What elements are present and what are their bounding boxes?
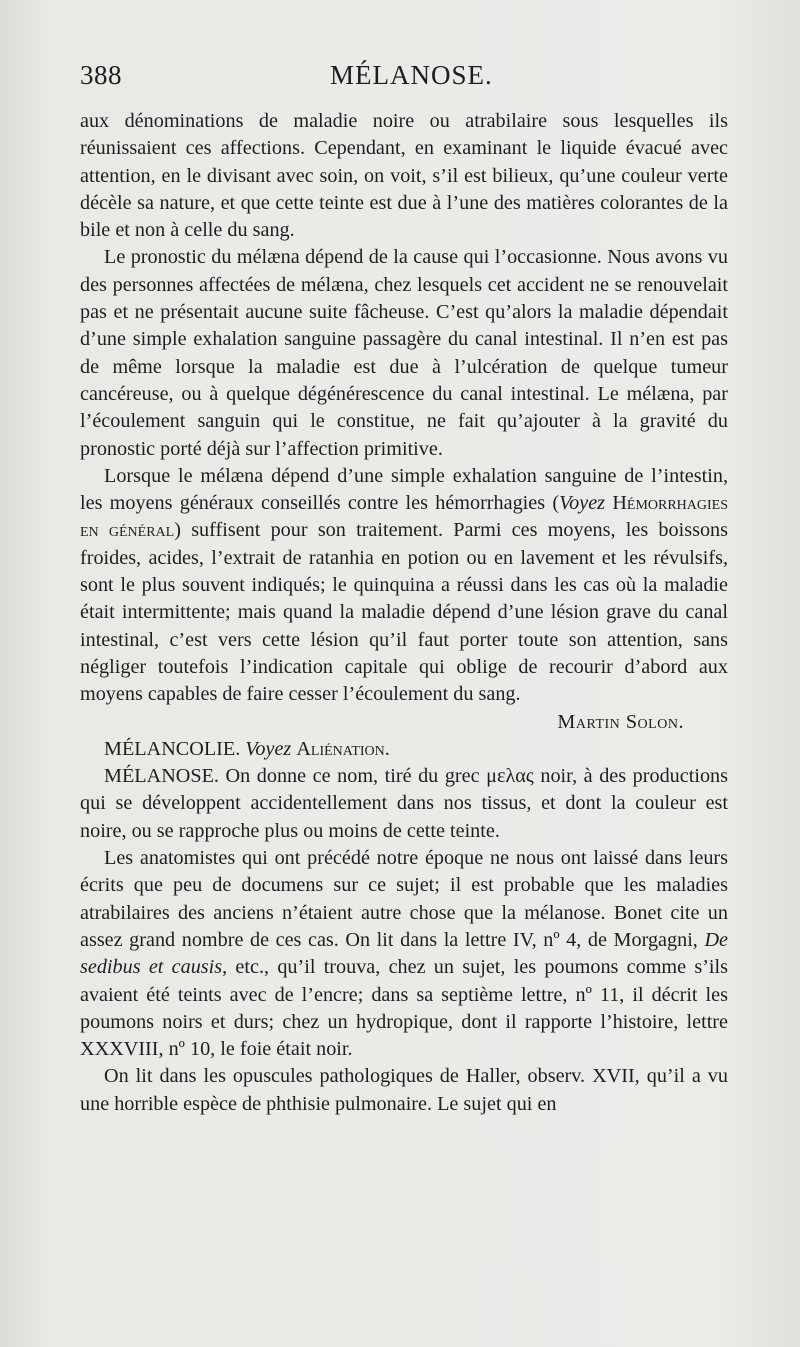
melanose-text-start: On donne ce nom, tiré du grec — [218, 765, 487, 788]
page-header — [80, 60, 728, 108]
paragraph-traitement — [80, 463, 728, 709]
anatomistes-text-start: Les anatomistes qui ont précédé notre époque ne nous ont laissé dans leurs écrits que peu de documens sur ce sujet; il est probable que les maladies atrabilaires des anciens n’étaient autre chose que la mélanose. Bonet cite un assez grand nombre de ces cas. On lit dans la lettre IV, nº 4, de Morgagni, — [80, 847, 728, 951]
anatomistes-text-end: , etc., qu’il trouva, chez un sujet, les poumons comme s’ils avaient été teints avec de l’encre; dans sa septième lettre, nº 11, il décrit les poumons noirs et durs; chez un hydropique, dont il rapporte l’histoire, lettre XXXVIII, nº 10, le foie était noir. — [80, 956, 728, 1061]
voyez-label-melancolie: Voyez — [245, 737, 292, 760]
paragraph-pronostic: Le pronostic du mélæna dépend de la cause qui l’occasionne. Nous avons vu des personnes affectées de mélæna, chez lesquels cet accident ne se renouvelait pas et ne présentait aucune suite fâcheuse. C’est qu’alors la maladie dépendait d’une simple exhalation sanguine passagère du canal intestinal. Il n’en est pas de même lorsque la maladie est due à l’ulcération de quelque tumeur cancéreuse, ou à quelque dégénérescence du canal intestinal. Le mélæna, par l’écoulement sanguin qui le constitue, ne fait qu’ajouter à la gravité du pronostic porté déjà sur l’affection primitive. — [80, 246, 728, 460]
greek-word: μελας — [486, 765, 534, 788]
voyez-label: Voyez — [559, 492, 606, 515]
entry-melanose — [80, 763, 728, 845]
cross-reference-hemorrhagies: Hémorrhagies en général — [80, 492, 729, 542]
body-text — [80, 108, 728, 1118]
work-title-morgagni: De sedibus et causis — [80, 928, 728, 979]
author-signature: Martin Solon. — [557, 710, 684, 733]
entry-term-melancolie: MÉLANCOLIE. — [104, 737, 241, 760]
cross-reference-alienation: Aliénation. — [296, 737, 390, 760]
entry-term-melanose: MÉLANOSE. — [104, 765, 219, 788]
signature-line — [80, 709, 728, 736]
paragraph-haller: On lit dans les opuscules pathologiques de Haller, observ. XVII, qu’il a vu une horrible espèce de phthisie pulmonaire. Le sujet qui en — [80, 1065, 728, 1115]
paragraph-anatomistes — [80, 845, 728, 1063]
traitement-text-start: Lorsque le mélæna dépend d’une simple exhalation sanguine de l’intestin, les moyens généraux conseillés contre les hémorrhagies ( — [80, 464, 728, 515]
running-head: MÉLANOSE. — [330, 60, 493, 90]
melanose-text-end: noir, à des productions qui se développent accidentellement dans nos tissus, et dont la couleur est noire, ou se rapproche plus ou moins de cette teinte. — [80, 765, 728, 842]
paragraph-bile: aux dénominations de maladie noire ou atrabilaire sous lesquelles ils réunissaient ces affections. Cependant, en examinant le liquide évacué avec attention, en le divisant avec soin, on voit, s’il est bilieux, qu’une couleur verte décèle sa nature, et que cette teinte est due à l’une des matières colorantes de la bile et non à celle du sang. — [80, 110, 728, 242]
entry-melancolie — [80, 736, 728, 763]
page-number: 388 — [80, 60, 122, 90]
traitement-text-end: ) suffisent pour son traitement. Parmi ces moyens, les boissons froides, acides, l’extrait de ratanhia en potion ou en lavement et les révulsifs, sont le plus souvent indiqués; le quinquina a réussi dans les cas où la maladie était intermittente; mais quand la maladie dépend d’une lésion grave du canal intestinal, c’est vers cette lésion qu’il faut porter toute son attention, sans négliger toutefois l’indication capitale qui oblige de recourir d’abord aux moyens capables de faire cesser l’écoulement du sang. — [80, 519, 728, 706]
